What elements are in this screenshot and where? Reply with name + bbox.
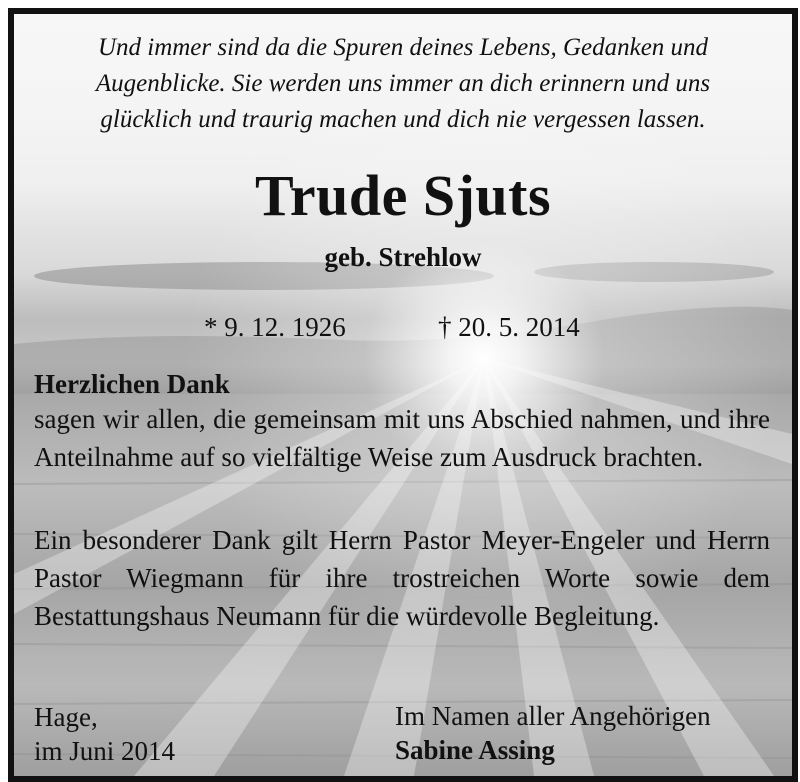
thanks-heading: Herzlichen Dank xyxy=(34,369,230,399)
maiden-name: geb. Strehlow xyxy=(324,242,482,272)
signer-name: Sabine Assing xyxy=(395,735,555,765)
quote-line: Augenblicke. Sie werden uns immer an dich erinnern und uns xyxy=(95,70,711,97)
birth-date: * 9. 12. 1926 xyxy=(204,312,346,342)
memorial-quote xyxy=(30,30,776,138)
on-behalf-line: Im Namen aller Angehörigen xyxy=(395,701,711,731)
quote-line: glücklich und traurig machen und dich nie vergessen lassen. xyxy=(100,106,706,133)
place: Hage, xyxy=(34,702,98,732)
obituary-notice xyxy=(8,8,798,782)
notice-date: im Juni 2014 xyxy=(34,736,176,766)
thanks-paragraph-1: sagen wir allen, die gemeinsam mit uns Abschied nahmen, und ihre Anteilnahme auf so vielfältige Weise zum Ausdruck brachten. xyxy=(34,404,770,472)
death-date: † 20. 5. 2014 xyxy=(438,312,580,342)
quote-line: Und immer sind da die Spuren deines Lebens, Gedanken und xyxy=(97,34,709,61)
thanks-paragraph-2: Ein besonderer Dank gilt Herrn Pastor Meyer-Engeler und Herrn Pastor Wiegmann für ihre trostreichen Worte sowie dem Bestattungshaus Neumann für die würdevolle Begleitung. xyxy=(34,525,770,631)
deceased-name: Trude Sjuts xyxy=(254,163,552,228)
